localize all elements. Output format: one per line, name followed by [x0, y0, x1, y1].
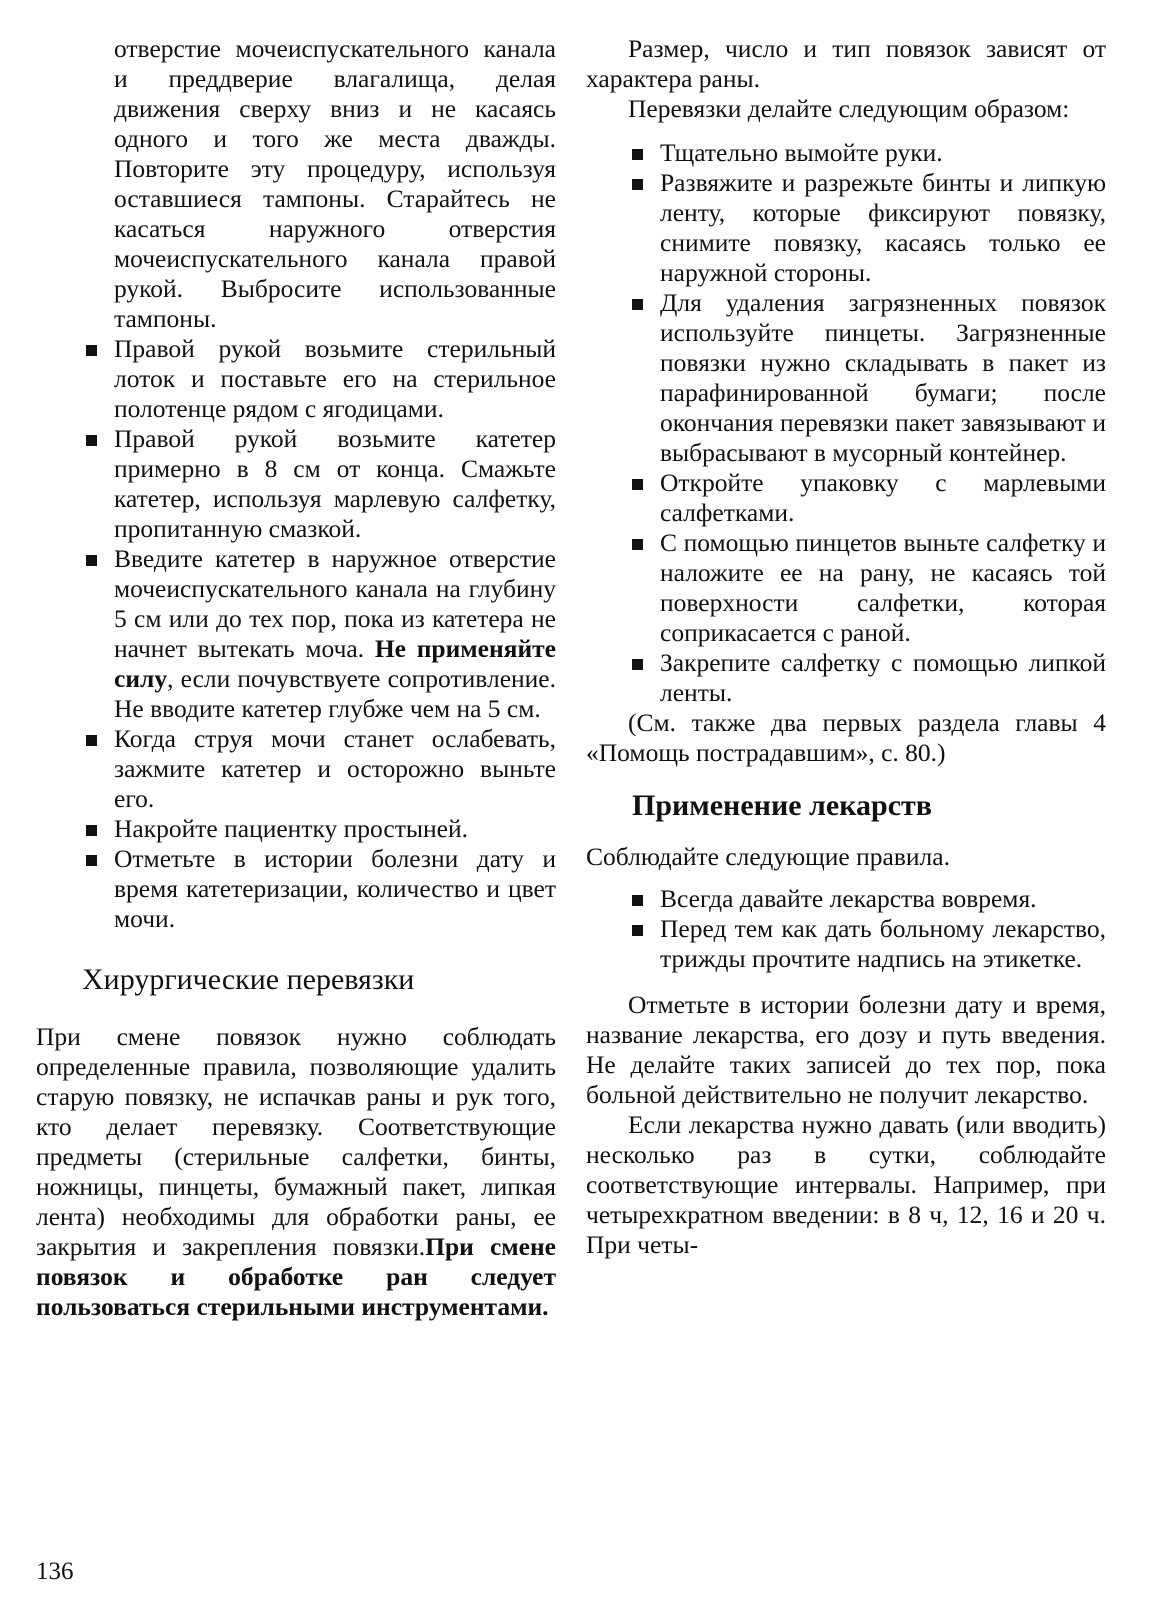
paragraph: Отметьте в истории болезни дату и время, название лекарства, его дозу и путь введения. Не делайте таких записей до тех пор, пока больной действительно не получит лекарство.	[586, 990, 1106, 1109]
cross-reference: (См. также два первых раздела главы 4 «Помощь пострадавшим», с. 80.)	[586, 708, 1106, 767]
paragraph-bold-text: При смене повязок и обработке ран следует пользоваться стерильными инструментами.	[36, 1232, 556, 1321]
paragraph: Соблюдайте следующие правила.	[586, 842, 950, 871]
list-item: Правой рукой возьмите стерильный лоток и поставьте его на стерильное полотенце рядом с ягодицами.	[36, 334, 556, 424]
left-column	[36, 34, 556, 1322]
list-item: Всегда давайте лекарства вовремя.	[586, 884, 1106, 914]
list-item: Тщательно вымойте руки.	[586, 138, 1106, 168]
list-item: Для удаления загрязненных повязок используйте пинцеты. Загрязненные повязки нужно складывать в пакет из парафинированной бумаги; после окончания перевязки пакет завязывают и выбрасывают в мусорный контейнер.	[586, 288, 1106, 468]
paragraph: Размер, число и тип повязок зависят от характера раны.	[586, 34, 1106, 93]
list-item: Правой рукой возьмите катетер примерно в 8 см от конца. Смажьте катетер, используя марлевую салфетку, пропитанную смазкой.	[36, 424, 556, 544]
continued-paragraph: отверстие мочеиспускательного канала и преддверие влагалища, делая движения сверху вниз и не касаясь одного и того же места дважды. Повторите эту процедуру, используя оставшиеся тампоны. Старайтесь не касаться наружного отверстия мочеиспускательного канала правой рукой. Выбросите использованные тампоны.	[114, 34, 556, 333]
paragraph-text: При смене повязок нужно соблюдать определенные правила, позволяющие удалить старую повязку, не испачкав раны и рук того, кто делает перевязку. Соответствующие предметы (стерильные салфетки, бинты, ножницы, пинцеты, бумажный пакет, липкая лента) необходимы для обработки раны, ее закрытия и закрепления повязки.	[36, 1022, 556, 1261]
right-column	[586, 34, 1106, 1260]
list-item-text: Введите катетер в наружное отверстие мочеиспускательного канала на глубину 5 см или до тех пор, пока из катетера не начнет вытекать моча.	[114, 544, 556, 663]
list-item-text: , если почувствуете сопротивление. Не вводите катетер глубже чем на 5 см.	[114, 664, 556, 723]
section-heading-dressings: Хирургические перевязки	[82, 963, 415, 996]
page-number: 136	[36, 1558, 74, 1585]
warning-bold-text: Не применяйте силу	[114, 634, 556, 693]
list-item: С помощью пинцетов выньте салфетку и наложите ее на рану, не касаясь той поверхности салфетки, которая соприкасается с раной.	[586, 528, 1106, 648]
list-item	[36, 544, 556, 724]
dressing-steps-list	[586, 138, 1106, 708]
catheter-steps-list	[36, 334, 556, 934]
section-heading-medications: Применение лекарств	[632, 789, 932, 822]
list-item: Закрепите салфетку с помощью липкой ленты.	[586, 648, 1106, 708]
list-item: Перед тем как дать больному лекарство, трижды прочтите надпись на этикетке.	[586, 914, 1106, 974]
medication-rules-list	[586, 884, 1106, 974]
list-item: Развяжите и разрежьте бинты и липкую ленту, которые фиксируют повязку, снимите повязку, касаясь только ее наружной стороны.	[586, 168, 1106, 288]
list-item: Когда струя мочи станет ослабевать, зажмите катетер и осторожно выньте его.	[36, 724, 556, 814]
paragraph: Перевязки делайте следующим образом:	[628, 94, 1070, 123]
list-item: Откройте упаковку с марлевыми салфетками.	[586, 468, 1106, 528]
list-item: Отметьте в истории болезни дату и время катетеризации, количество и цвет мочи.	[36, 844, 556, 934]
paragraph: Если лекарства нужно давать (или вводить) несколько раз в сутки, соблюдайте соответствующие интервалы. Например, при четырехкратном введении: в 8 ч, 12, 16 и 20 ч. При четы-	[586, 1110, 1106, 1259]
list-item: Накройте пациентку простыней.	[36, 814, 556, 844]
dressings-paragraph	[36, 1022, 556, 1322]
